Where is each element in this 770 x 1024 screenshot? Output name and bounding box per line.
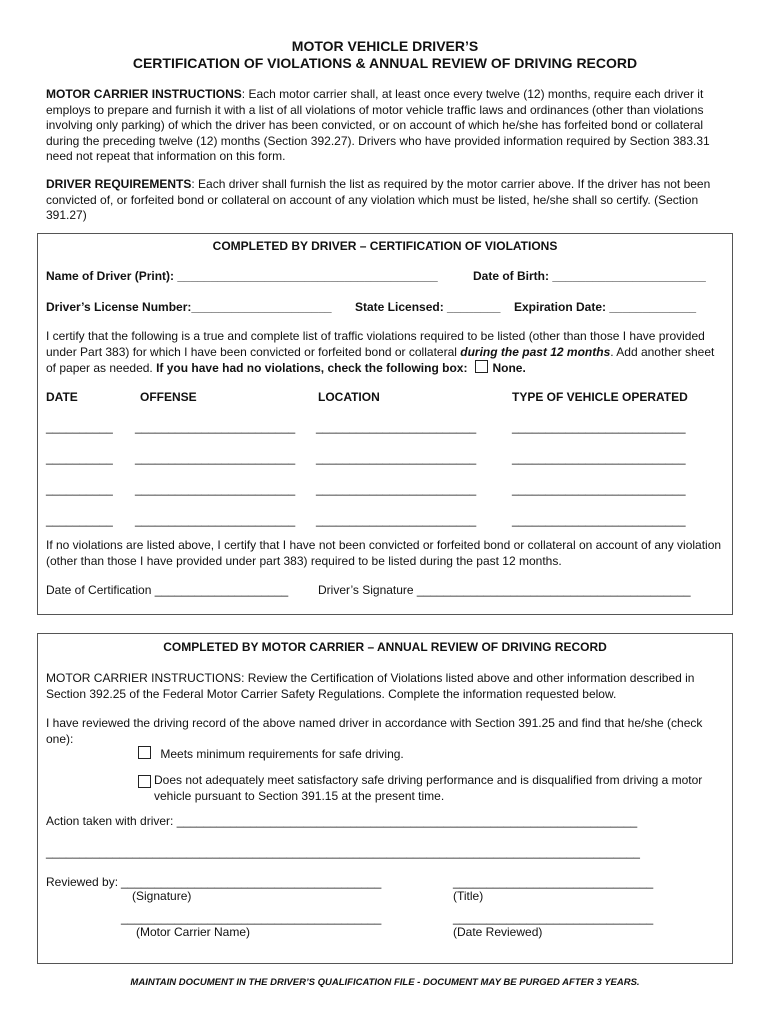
location-blank[interactable]: ________________________: [316, 513, 477, 527]
location-blank[interactable]: ________________________: [316, 451, 477, 465]
date-reviewed-line[interactable]: ______________________________: [453, 911, 654, 925]
carrier-name-line[interactable]: _______________________________________: [121, 911, 382, 925]
mc-instructions-text: : Each motor carrier shall, at least once every twelve (12) months, require each driver it employs to prepare and furnish it with a list of all violations of motor vehicle traffic laws and ordinances (other than violations involving only parking) of which the driver has been convicted, or on account of which he/she has forfeited bond or collateral during the preceding twelve (12) months (Section 392.27). Drivers who have provided information required by Section 383.31 need not repeat that information on this form.: [46, 87, 710, 163]
certify-text-b: during the past 12 months: [460, 344, 611, 359]
certify-text-a: I certify that the following is a true and complete list of traffic violations required to be listed (other than those I have provided under Part 383) for which I have been convicted or forfeited bond or collateral: [46, 329, 705, 359]
none-label: None.: [492, 361, 526, 375]
col-date-header: DATE: [46, 390, 78, 404]
vehicle-blank[interactable]: __________________________: [512, 513, 686, 527]
option-meets-requirements: [134, 746, 404, 763]
carrier-section-heading: COMPLETED BY MOTOR CARRIER – ANNUAL REVIEW OF DRIVING RECORD: [163, 640, 607, 654]
certify-text-c: . Add another sheet of paper as needed.: [46, 344, 715, 375]
no-violation-statement: If no violations are listed above, I certify that I have not been convicted or forfeited bond or collateral on account of any violation (other than those I have provided under part 383) required to be listed during the past 12 months.: [46, 538, 722, 568]
driver-requirements: [46, 177, 726, 224]
offense-blank[interactable]: ________________________: [135, 482, 296, 496]
carrier-review-box: [37, 633, 733, 964]
vehicle-blank[interactable]: __________________________: [512, 420, 686, 434]
carrier-instructions: MOTOR CARRIER INSTRUCTIONS: Review the Certification of Violations listed above and other information described in Section 392.25 of the Federal Motor Carrier Safety Regulations. Complete the information requested below.: [46, 671, 695, 701]
reviewed-statement: I have reviewed the driving record of the above named driver in accordance with Section 391.25 and find that he/she (check one):: [46, 716, 703, 746]
col-offense-header: OFFENSE: [140, 390, 197, 404]
action-taken-field[interactable]: Action taken with driver: _____________________________________________________________________: [46, 814, 638, 828]
signature-caption: (Signature): [132, 889, 192, 903]
reviewed-by-label: Reviewed by:: [46, 875, 119, 889]
offense-blank[interactable]: ________________________: [135, 513, 296, 527]
vehicle-blank[interactable]: __________________________: [512, 451, 686, 465]
meets-requirements-label: Meets minimum requirements for safe driving.: [160, 747, 404, 761]
reviewer-title-line[interactable]: ______________________________: [453, 875, 654, 889]
meets-requirements-checkbox[interactable]: [138, 746, 151, 759]
offense-blank[interactable]: ________________________: [135, 451, 296, 465]
disqualified-checkbox[interactable]: [138, 775, 151, 788]
disqualified-label: Does not adequately meet satisfactory safe driving performance and is disqualified from driving a motor vehicle pursuant to Section 391.15 at the present time.: [154, 773, 703, 803]
vehicle-blank[interactable]: __________________________: [512, 482, 686, 496]
date-blank[interactable]: __________: [46, 451, 113, 465]
date-of-certification-field[interactable]: Date of Certification ____________________: [46, 583, 289, 597]
option-disqualified: [134, 773, 704, 804]
driver-requirements-text: : Each driver shall furnish the list as required by the motor carrier above. If the driver has not been convicted of, or forfeited bond or collateral on account of any violation which must be listed, he/she shall so certify. (Section 391.27): [46, 177, 711, 222]
col-vehicle-header: TYPE OF VEHICLE OPERATED: [512, 390, 688, 404]
certify-statement: [46, 329, 726, 377]
driver-section-heading: COMPLETED BY DRIVER – CERTIFICATION OF VIOLATIONS: [212, 239, 558, 253]
expiration-date-field[interactable]: Expiration Date: _____________: [514, 300, 697, 314]
retention-footer: MAINTAIN DOCUMENT IN THE DRIVER’S QUALIFICATION FILE - DOCUMENT MAY BE PURGED AFTER 3 YEARS.: [130, 977, 640, 988]
reviewer-signature-line[interactable]: _______________________________________: [121, 875, 382, 889]
date-blank[interactable]: __________: [46, 482, 113, 496]
mc-instructions-label: MOTOR CARRIER INSTRUCTIONS: [46, 87, 242, 101]
date-of-birth-field[interactable]: Date of Birth: _______________________: [473, 269, 706, 283]
col-location-header: LOCATION: [318, 390, 380, 404]
title-line-2: CERTIFICATION OF VIOLATIONS & ANNUAL REVIEW OF DRIVING RECORD: [132, 55, 638, 71]
title-line-1: MOTOR VEHICLE DRIVER’S: [291, 38, 479, 54]
location-blank[interactable]: ________________________: [316, 482, 477, 496]
carrier-name-caption: (Motor Carrier Name): [136, 925, 251, 939]
none-checkbox[interactable]: [475, 360, 488, 373]
title-caption: (Title): [453, 889, 484, 903]
date-reviewed-caption: (Date Reviewed): [453, 925, 543, 939]
action-taken-line-2[interactable]: _________________________________________________________________________________________: [46, 845, 640, 859]
certify-text-d: If you have had no violations, check the following box:: [156, 361, 468, 375]
driver-name-field[interactable]: Name of Driver (Print): _______________________________________: [46, 269, 438, 283]
offense-blank[interactable]: ________________________: [135, 420, 296, 434]
state-licensed-field[interactable]: State Licensed: ________: [355, 300, 501, 314]
motor-carrier-instructions: [46, 87, 726, 165]
location-blank[interactable]: ________________________: [316, 420, 477, 434]
driver-certification-box: [37, 233, 733, 615]
date-blank[interactable]: __________: [46, 513, 113, 527]
driver-signature-field[interactable]: Driver’s Signature _________________________________________: [318, 583, 691, 597]
date-blank[interactable]: __________: [46, 420, 113, 434]
license-number-field[interactable]: Driver’s License Number:_____________________: [46, 300, 332, 314]
driver-requirements-label: DRIVER REQUIREMENTS: [46, 177, 192, 191]
